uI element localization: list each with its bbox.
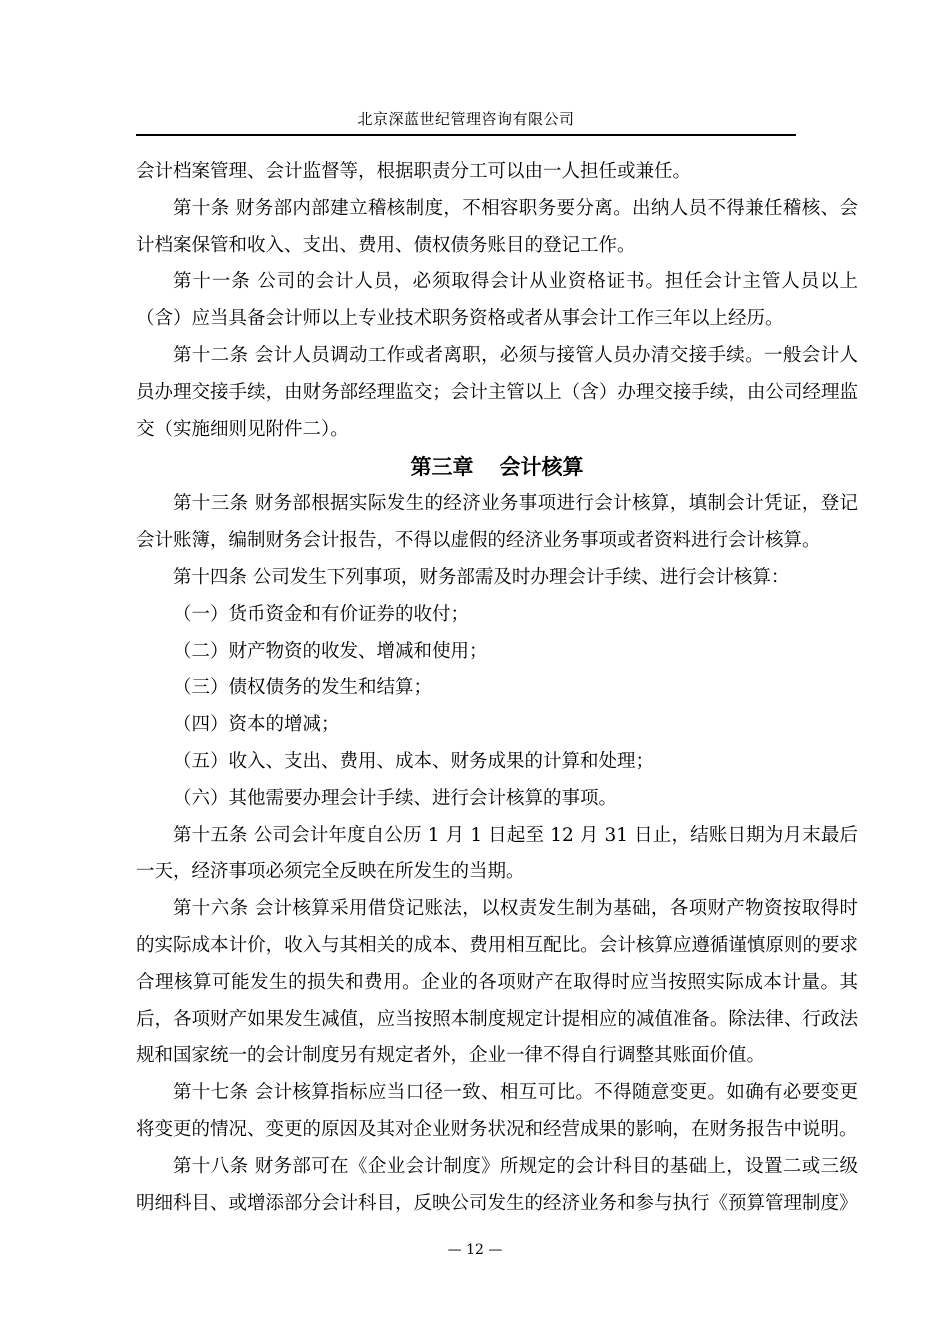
article-15: 第十五条 公司会计年度自公历 1 月 1 日起至 12 月 31 日止，结账日期为月末最后一天，经济事项必须完全反映在所发生的当期。 [136, 824, 858, 883]
list-item: （三）债权债务的发生和结算； [173, 677, 433, 699]
chapter-number: 第三章 [410, 455, 474, 480]
article-13: 第十三条 财务部根据实际发生的经济业务事项进行会计核算，填制会计凭证，登记会计账簿，编制财务会计报告，不得以虚假的经济业务事项或者资料进行会计核算。 [136, 493, 858, 552]
document-body [136, 154, 858, 1222]
list-item: （一）货币资金和有价证券的收付； [173, 603, 470, 625]
article-14: 第十四条 公司发生下列事项，财务部需及时办理会计手续、进行会计核算： [173, 566, 790, 588]
chapter-title: 会计核算 [499, 455, 584, 480]
list-item: （六）其他需要办理会计手续、进行会计核算的事项。 [173, 787, 618, 809]
list-item: （五）收入、支出、费用、成本、财务成果的计算和处理； [173, 750, 655, 772]
article-16: 第十六条 会计核算采用借贷记账法，以权责发生制为基础，各项财产物资按取得时的实际成本计价，收入与其相关的成本、费用相互配比。会计核算应遵循谨慎原则的要求合理核算可能发生的损失和费用。企业的各项财产在取得时应当按照实际成本计量。其后，各项财产如果发生减值，应当按照本制度规定计提相应的减值准备。除法律、行政法规和国家统一的会计制度另有规定者外，企业一律不得自行调整其账面价值。 [136, 898, 858, 1067]
header-company-name: 北京深蓝世纪管理咨询有限公司 [357, 110, 575, 128]
article-18: 第十八条 财务部可在《企业会计制度》所规定的会计科目的基础上，设置二或三级明细科目、或增添部分会计科目，反映公司发生的经济业务和参与执行《预算管理制度》 [136, 1155, 858, 1214]
chapter-heading [136, 448, 858, 486]
article-11: 第十一条 公司的会计人员，必须取得会计从业资格证书。担任会计主管人员以上（含）应当具备会计师以上专业技术职务资格或者从事会计工作三年以上经历。 [136, 271, 858, 330]
article-17: 第十七条 会计核算指标应当口径一致、相互可比。不得随意变更。如确有必要变更将变更的情况、变更的原因及其对企业财务状况和经营成果的影响，在财务报告中说明。 [136, 1082, 858, 1140]
list-item: （二）财产物资的收发、增减和使用； [173, 640, 488, 662]
page-header [136, 104, 796, 136]
article-10: 第十条 财务部内部建立稽核制度，不相容职务要分离。出纳人员不得兼任稽核、会计档案保管和收入、支出、费用、债权债务账目的登记工作。 [136, 197, 858, 256]
list-item: （四）资本的增减； [173, 714, 340, 736]
page-number: — 12 — [447, 1242, 503, 1258]
article-12: 第十二条 会计人员调动工作或者离职，必须与接管人员办清交接手续。一般会计人员办理交接手续，由财务部经理监交；会计主管以上（含）办理交接手续，由公司经理监交（实施细则见附件二）。 [136, 344, 858, 440]
page-footer [0, 1242, 950, 1258]
paragraph-continuation: 会计档案管理、会计监督等，根据职责分工可以由一人担任或兼任。 [136, 161, 692, 182]
